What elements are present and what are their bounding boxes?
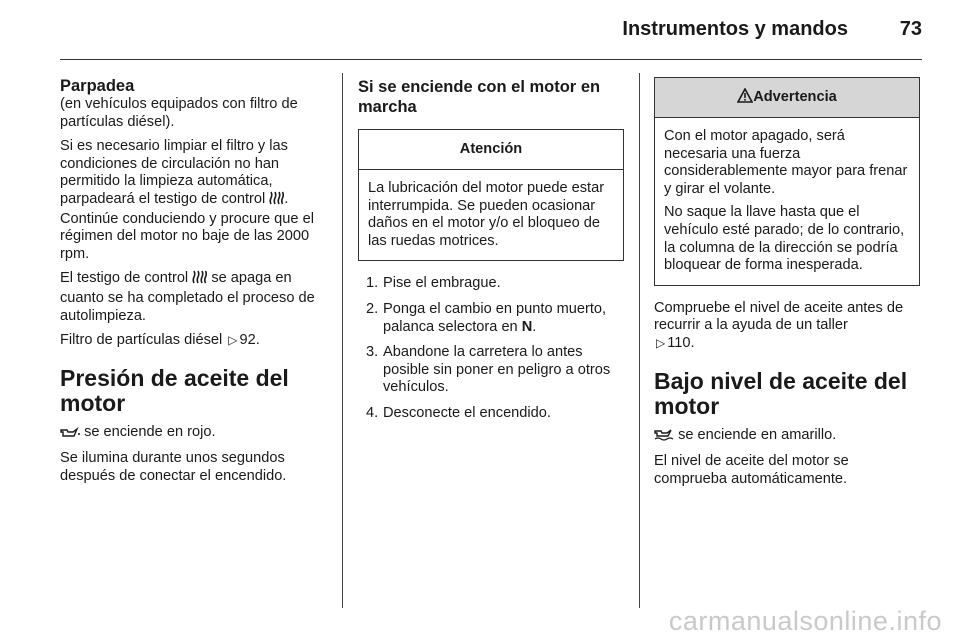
diesel-particulate-filter-icon <box>192 270 207 290</box>
paragraph-oil-yellow <box>654 427 920 447</box>
step-number: 1. <box>366 275 379 292</box>
column-2 <box>358 77 624 431</box>
paragraph-oil-red <box>60 424 328 444</box>
paragraph-dpf-reference <box>60 332 328 350</box>
step-text: Abandone la carretera lo antes posible sin poner en peligro a otros vehículos. <box>383 344 611 396</box>
warning-triangle-icon <box>737 80 753 119</box>
gear-letter: N <box>521 318 533 335</box>
list-item <box>358 344 624 397</box>
column-divider <box>342 73 343 608</box>
section-title-oil-pressure: Presión de aceite del motor <box>60 364 289 416</box>
page-number: 73 <box>899 18 922 40</box>
attention-notice <box>358 129 624 261</box>
paragraph-text: se enciende en rojo. <box>84 423 216 440</box>
reference-arrow-icon: ▷ <box>228 333 238 348</box>
list-item <box>358 405 624 423</box>
watermark: carmanualsonline.info <box>668 606 942 636</box>
paragraph-text: se enciende en amarillo. <box>678 426 837 443</box>
parpadea-note: (en vehículos equipados con filtro de partículas diésel). <box>60 96 298 130</box>
parpadea-heading: Parpadea <box>60 77 135 95</box>
paragraph-oil-ignition: Se ilumina durante unos segundos después de conectar el encendido. <box>60 450 287 484</box>
page-header <box>60 0 922 61</box>
paragraph-text: Si es necesario limpiar el filtro y las condiciones de circulación no han permitido la limpieza automática, parpadeará el testigo de control <box>60 138 288 207</box>
steps-list <box>358 275 624 422</box>
step-number: 2. <box>366 300 379 317</box>
column-1 <box>60 77 328 493</box>
page-reference-link[interactable]: 110. <box>667 334 695 351</box>
paragraph-text: Compruebe el nivel de aceite antes de recurrir a la ayuda de un taller <box>654 299 904 334</box>
section-title-low-oil: Bajo nivel de aceite del motor <box>654 367 908 419</box>
reference-arrow-icon: ▷ <box>656 335 666 350</box>
diesel-particulate-filter-icon <box>269 191 284 211</box>
step-text: . <box>532 318 537 335</box>
warning-notice <box>654 77 920 286</box>
warning-text-1: Con el motor apagado, será necesaria una fuerza considerablemente mayor para frenar y girar el volante. <box>664 128 908 197</box>
notice-text: La lubricación del motor puede estar interrumpida. Se pueden ocasionar daños en el motor y/o el bloqueo de las ruedas motrices. <box>368 180 605 249</box>
paragraph-check-oil <box>654 300 920 353</box>
step-number: 4. <box>366 404 379 421</box>
column-divider <box>639 73 640 608</box>
page-title: Instrumentos y mandos <box>622 18 848 40</box>
warning-text-2: No saque la llave hasta que el vehículo esté parado; de lo contrario, la columna de la dirección se podría bloquear de forma inesperada. <box>664 204 905 274</box>
paragraph-text: El testigo de control <box>60 270 189 287</box>
step-text: Pise el embrague. <box>383 275 501 292</box>
paragraph-filter-cleaning <box>60 138 328 263</box>
paragraph-oil-autocheck: El nivel de aceite del motor se comprueba automáticamente. <box>654 453 849 487</box>
list-item <box>358 275 624 293</box>
step-number: 3. <box>366 344 379 361</box>
header-divider <box>60 59 922 60</box>
step-text: Desconecte el encendido. <box>383 404 551 421</box>
column-3 <box>654 77 920 495</box>
paragraph-text: . Continúe conduciendo y procure que el régimen del motor no baje de las 2000 rpm. <box>60 190 314 262</box>
oil-pressure-icon <box>60 426 80 444</box>
list-item <box>358 301 624 336</box>
paragraph-text: Filtro de partículas diésel <box>60 332 223 349</box>
notice-title: Atención <box>359 130 623 170</box>
warning-title: Advertencia <box>753 89 837 105</box>
step-text: Ponga el cambio en punto muerto, palanca selectora en <box>383 300 607 335</box>
oil-level-icon <box>654 428 674 447</box>
warning-header <box>655 78 919 118</box>
paragraph-text: se apaga en cuanto se ha completado el proceso de autolimpieza. <box>60 270 315 324</box>
paragraph-light-off <box>60 270 328 325</box>
engine-running-heading: Si se enciende con el motor en marcha <box>358 78 601 116</box>
page-reference-link[interactable]: 92. <box>239 332 260 349</box>
